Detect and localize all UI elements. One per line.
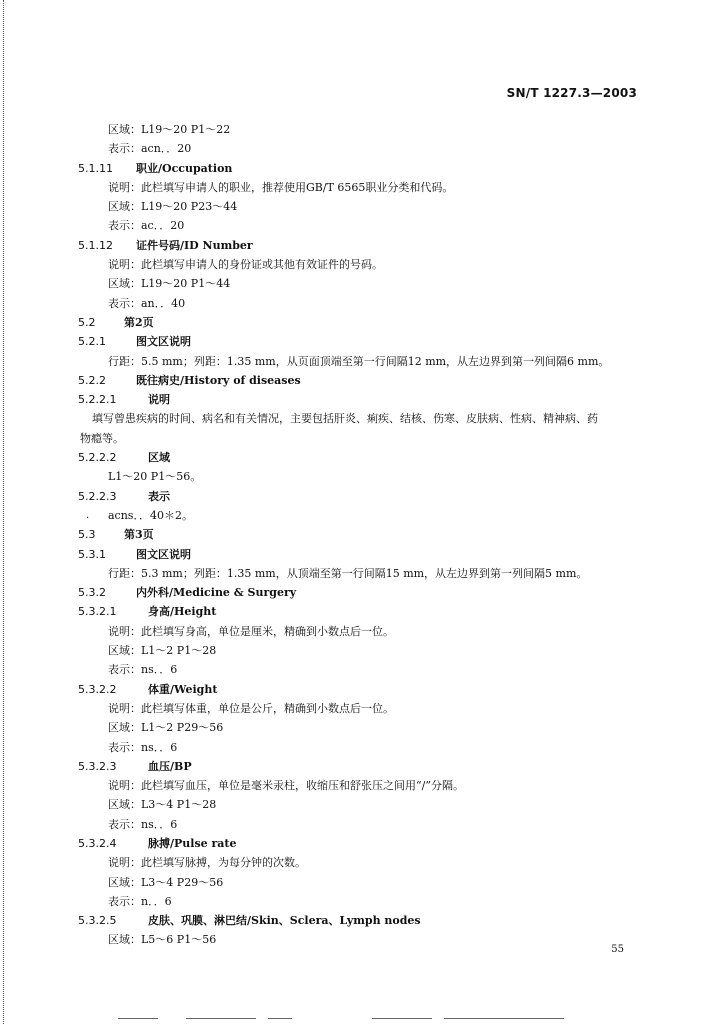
section-heading	[0, 680, 704, 699]
line-text: 物瘾等。	[80, 431, 124, 445]
line-text: 区域：L1～2 P1～28	[108, 644, 217, 658]
section-number: 5.2.2.2	[78, 451, 117, 465]
field-line	[0, 139, 704, 158]
line-text: 区域：L19～20 P1～44	[108, 277, 231, 291]
line-text: 表示：an．．40	[108, 296, 186, 310]
line-text: 区域：L19～20 P1～22	[108, 123, 231, 136]
line-text: 说明：此栏填写申请人的职业，推荐使用GB/T 6565职业分类和代码。	[108, 180, 454, 194]
section-heading	[0, 602, 704, 621]
field-line	[0, 352, 704, 371]
section-title: 职业/Occupation	[136, 161, 233, 175]
field-line	[0, 255, 704, 274]
line-text: acns．．40＊2。	[108, 508, 193, 522]
section-heading	[0, 834, 704, 853]
section-number: 5.1.11	[78, 161, 113, 175]
section-title: 表示	[148, 489, 170, 503]
line-text: L1～20 P1～56。	[108, 470, 202, 484]
section-number: 5.2.2.3	[78, 489, 117, 503]
field-line	[0, 892, 704, 911]
field-line	[0, 641, 704, 660]
section-title: 内外科/Medicine & Surgery	[136, 586, 297, 600]
line-text: 行距：5.3 mm；列距：1.35 mm，从顶端至第一行间隔15 mm，从左边界到第一列间隔5 mm。	[108, 566, 588, 580]
line-text: 填写曾患疾病的时间、病名和有关情况，主要包括肝炎、痢疾、结核、伤寒、皮肤病、性病、精神病、药	[92, 412, 598, 426]
section-heading	[0, 448, 704, 467]
section-number: 5.2.2.1	[78, 393, 117, 407]
section-number: 5.3.1	[78, 547, 106, 561]
section-heading	[0, 757, 704, 776]
line-text: 表示：ac．．20	[108, 219, 185, 233]
section-heading	[0, 236, 704, 255]
field-line	[0, 795, 704, 814]
section-title: 体重/Weight	[148, 682, 218, 696]
section-number: 5.2.2	[78, 373, 106, 387]
section-title: 血压/BP	[148, 759, 192, 773]
field-line	[0, 564, 704, 583]
line-text: 表示：ns．．6	[108, 817, 178, 831]
field-line	[0, 815, 704, 834]
field-line	[0, 622, 704, 641]
section-title: 脉搏/Pulse rate	[148, 836, 237, 850]
paragraph-continuation	[0, 429, 704, 448]
section-number: 5.3.2.4	[78, 836, 117, 850]
field-line	[0, 776, 704, 795]
field-line	[0, 718, 704, 737]
section-title: 区域	[148, 451, 170, 465]
line-text: 区域：L1～2 P29～56	[108, 721, 224, 735]
field-line	[0, 197, 704, 216]
section-heading	[0, 313, 704, 332]
section-title: 皮肤、巩膜、淋巴结/Skin、Sclera、Lymph nodes	[148, 914, 421, 928]
document-body	[0, 120, 704, 950]
section-title: 身高/Height	[148, 605, 217, 619]
section-title: 说明	[148, 393, 170, 407]
line-text: 表示：acn．．20	[108, 142, 192, 156]
section-number: 5.3.2.3	[78, 759, 117, 773]
line-text: 区域：L3～4 P29～56	[108, 875, 224, 889]
section-heading	[0, 371, 704, 390]
line-text: 区域：L5～6 P1～56	[108, 933, 217, 947]
dot-mark: .	[86, 509, 90, 521]
field-line	[0, 738, 704, 757]
field-line	[0, 873, 704, 892]
line-text: 行距：5.5 mm；列距：1.35 mm，从页面顶端至第一行间隔12 mm，从左边界到第一列间隔6 mm。	[108, 354, 610, 368]
page-number: 55	[611, 944, 624, 955]
section-heading	[0, 332, 704, 351]
field-line	[0, 467, 704, 486]
line-text: 说明：此栏填写脉搏，为每分钟的次数。	[108, 856, 306, 870]
section-number: 5.3.2.2	[78, 682, 117, 696]
section-number: 5.3	[78, 528, 96, 542]
section-heading	[0, 487, 704, 506]
line-text: 说明：此栏填写身高，单位是厘米，精确到小数点后一位。	[108, 624, 394, 638]
field-line	[0, 294, 704, 313]
section-heading	[0, 583, 704, 602]
scan-edge-marks	[0, 1018, 704, 1022]
section-title: 图文区说明	[136, 547, 191, 561]
section-number: 5.3.2.5	[78, 914, 117, 928]
field-line	[0, 699, 704, 718]
section-number: 5.3.2.1	[78, 605, 117, 619]
section-heading	[0, 390, 704, 409]
section-title: 图文区说明	[136, 335, 191, 349]
line-text: 区域：L3～4 P1～28	[108, 798, 217, 812]
section-heading	[0, 525, 704, 544]
line-text: 表示：n．．6	[108, 894, 172, 908]
section-number: 5.2	[78, 315, 96, 329]
field-line	[0, 120, 704, 139]
line-text: 表示：ns．．6	[108, 663, 178, 677]
line-text: 说明：此栏填写血压，单位是毫米汞柱，收缩压和舒张压之间用“/”分隔。	[108, 779, 464, 793]
field-line	[0, 660, 704, 679]
section-title: 既往病史/History of diseases	[136, 373, 301, 387]
field-line	[0, 178, 704, 197]
section-heading	[0, 545, 704, 564]
field-line	[0, 506, 704, 525]
field-line	[0, 853, 704, 872]
field-line	[0, 274, 704, 293]
line-text: 表示：ns．．6	[108, 740, 178, 754]
section-heading	[0, 159, 704, 178]
section-title: 证件号码/ID Number	[136, 238, 253, 252]
paragraph-line	[0, 409, 704, 428]
line-text: 区域：L19～20 P23～44	[108, 200, 238, 214]
section-number: 5.2.1	[78, 335, 106, 349]
section-heading	[0, 911, 704, 930]
field-line	[0, 216, 704, 235]
section-title: 第2页	[124, 315, 154, 329]
line-text: 说明：此栏填写申请人的身份证或其他有效证件的号码。	[108, 258, 383, 272]
field-line	[0, 930, 704, 949]
section-number: 5.1.12	[78, 238, 113, 252]
section-number: 5.3.2	[78, 586, 106, 600]
document-code: SN/T 1227.3—2003	[506, 86, 637, 100]
section-title: 第3页	[124, 528, 154, 542]
line-text: 说明：此栏填写体重，单位是公斤，精确到小数点后一位。	[108, 701, 394, 715]
